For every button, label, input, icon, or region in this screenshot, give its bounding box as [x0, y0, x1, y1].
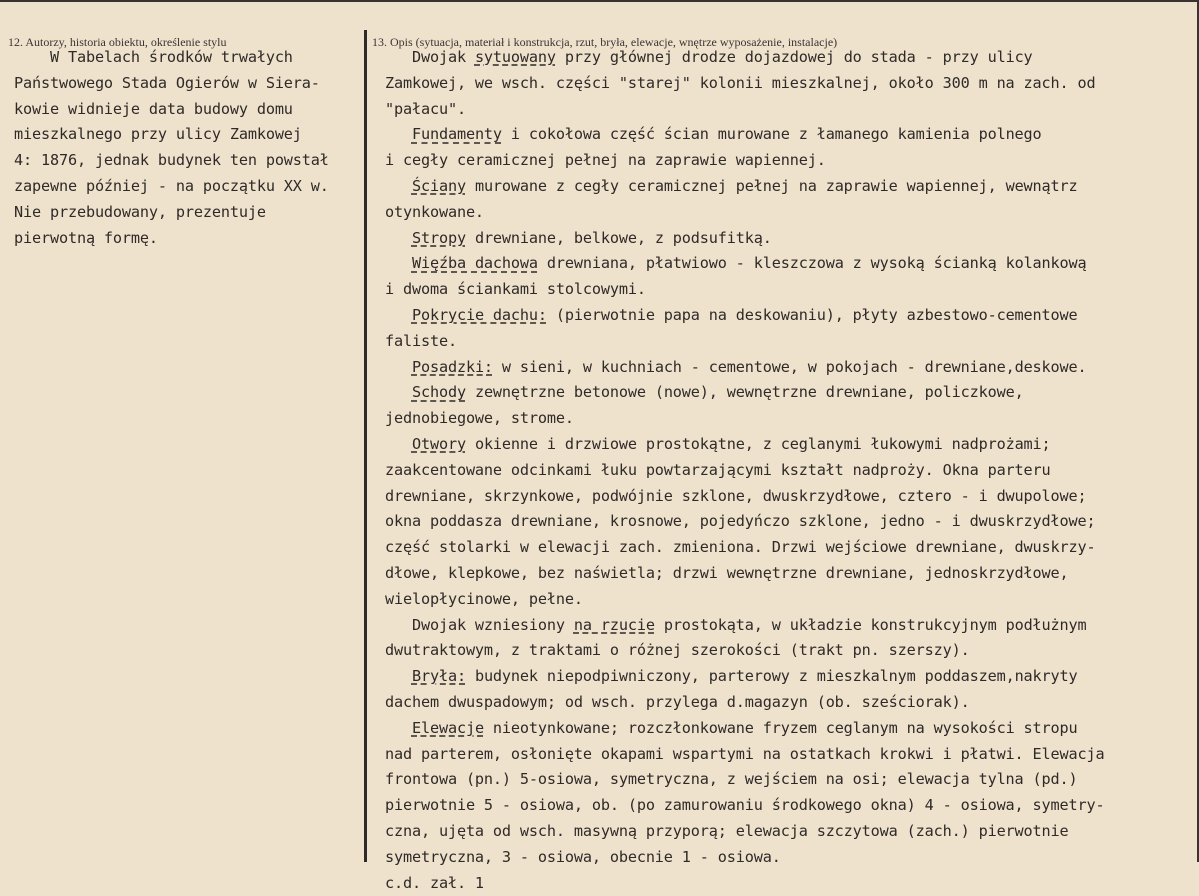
history-line [14, 226, 362, 252]
history-line [14, 148, 362, 174]
text-run: zewnętrzne betonowe (nowe), wewnętrzne drewniane, policzkowe, [466, 383, 1024, 401]
text-run: i cokołowa część ścian murowane z łamanego kamienia polnego [502, 125, 1042, 143]
text-run [385, 435, 412, 453]
text-run [385, 358, 412, 376]
text-run: jednobiegowe, strome. [385, 409, 574, 427]
description-line [385, 380, 1197, 406]
description-line [385, 613, 1197, 639]
description-line [385, 174, 1197, 200]
text-run [385, 229, 412, 247]
history-line [14, 200, 362, 226]
description-line [385, 638, 1197, 664]
underlined-term: na rzucie [574, 616, 655, 634]
description-line [385, 329, 1197, 355]
description-line [385, 97, 1197, 123]
text-run: zapewne później - na początku XX w. [14, 177, 329, 195]
description-line [385, 71, 1197, 97]
text-run: dachem dwuspadowym; od wsch. przylega d.magazyn (ob. sześciorak). [385, 693, 970, 711]
text-run: zaakcentowane odcinkami łuku powtarzającymi kształt nadproży. Okna parteru [385, 461, 1051, 479]
description-line [385, 484, 1197, 510]
text-run: nieotynkowane; rozczłonkowane fryzem ceglanym na wysokości stropu [484, 719, 1078, 737]
underlined-term: Otwory [412, 435, 466, 453]
text-run: drewniane, skrzynkowe, podwójnie szklone, dwuskrzydłowe, cztero - i dwupolowe; [385, 487, 1087, 505]
description-line [385, 251, 1197, 277]
text-run [385, 306, 412, 324]
description-line [385, 664, 1197, 690]
text-run: (pierwotnie papa na deskowaniu), płyty azbestowo-cementowe [547, 306, 1078, 324]
description-line [385, 432, 1197, 458]
description-line [385, 845, 1197, 871]
text-run: Zamkowej, we wsch. części "starej" kolonii mieszkalnej, około 300 m na zach. od [385, 74, 1096, 92]
text-run [385, 719, 412, 737]
text-run: w sieni, w kuchniach - cementowe, w pokojach - drewniane,deskowe. [493, 358, 1087, 376]
text-run: okienne i drzwiowe prostokątne, z ceglanymi łukowymi nadprożami; [466, 435, 1051, 453]
underlined-term: Więźba dachowa [412, 254, 538, 272]
text-run: murowane z cegły ceramicznej pełnej na zaprawie wapiennej, wewnątrz [466, 177, 1078, 195]
text-run: kowie widnieje data budowy domu [14, 100, 293, 118]
text-run: przy głównej drodze dojazdowej do stada - przy ulicy [556, 48, 1033, 66]
history-text [14, 45, 362, 251]
text-run [385, 383, 412, 401]
description-line [385, 303, 1197, 329]
text-run: i dwoma ściankami stolcowymi. [385, 280, 646, 298]
text-run [385, 125, 412, 143]
text-run: faliste. [385, 332, 457, 350]
text-run: dłowe, klepkowe, bez naświetla; drzwi wewnętrzne drewniane, jednoskrzydłowe, [385, 564, 1069, 582]
text-run: pierwotną formę. [14, 229, 158, 247]
text-run: pierwotnie 5 - osiowa, ob. (po zamurowaniu środkowego okna) 4 - osiowa, symetry- [385, 796, 1105, 814]
description-line [385, 587, 1197, 613]
text-run: drewniana, płatwiowo - kleszczowa z wysoką ścianką kolankową [538, 254, 1087, 272]
text-run: symetryczna, 3 - osiowa, obecnie 1 - osiowa. [385, 848, 781, 866]
description-line [385, 122, 1197, 148]
underlined-term: Fundamenty [412, 125, 502, 143]
text-run [385, 177, 412, 195]
history-line [14, 122, 362, 148]
history-line [14, 174, 362, 200]
text-run: okna poddasza drewniane, krosnowe, pojedyńczo szklone, jedno - i dwuskrzydłowe; [385, 512, 1096, 530]
underlined-term: Schody [412, 383, 466, 401]
underlined-term: Ściany [412, 177, 466, 195]
section-12-heading: 12. Autorzy, historia obiektu, określenie stylu [8, 35, 227, 50]
underlined-term: Stropy [412, 229, 466, 247]
text-run: dwutraktowym, z traktami o różnej szerokości (trakt pn. szerszy). [385, 641, 970, 659]
description-line [385, 716, 1197, 742]
description-line [385, 226, 1197, 252]
description-line [385, 793, 1197, 819]
text-run: Państwowego Stada Ogierów w Siera- [14, 74, 320, 92]
text-run: budynek niepodpiwniczony, parterowy z mieszkalnym poddaszem,nakryty [466, 667, 1078, 685]
text-run: nad parterem, osłonięte okapami wspartymi na ostatkach krokwi i płatwi. Elewacja [385, 745, 1105, 763]
text-run: frontowa (pn.) 5-osiowa, symetryczna, z wejściem na osi; elewacja tylna (pd.) [385, 770, 1078, 788]
underlined-term: Posadzki: [412, 358, 493, 376]
text-run [385, 667, 412, 685]
text-run [385, 254, 412, 272]
description-line [385, 200, 1197, 226]
text-run: Dwojak [385, 48, 475, 66]
underlined-term: sytuowany [475, 48, 556, 66]
description-line [385, 819, 1197, 845]
column-divider [364, 30, 367, 862]
description-line [385, 535, 1197, 561]
description-line [385, 406, 1197, 432]
text-run: otynkowane. [385, 203, 484, 221]
history-line [14, 97, 362, 123]
section-13-heading: 13. Opis (sytuacja, materiał i konstrukcja, rzut, bryła, elewacje, wnętrze wyposażenie, instalacje) [372, 35, 837, 50]
text-run: W Tabelach środków trwałych [14, 48, 293, 66]
text-run: drewniane, belkowe, z podsufitką. [466, 229, 772, 247]
description-text [385, 45, 1197, 896]
description-line [385, 871, 1197, 896]
text-run: wielopłycinowe, pełne. [385, 590, 583, 608]
text-run: i cegły ceramicznej pełnej na zaprawie wapiennej. [385, 151, 826, 169]
text-run: mieszkalnego przy ulicy Zamkowej [14, 125, 302, 143]
text-run: "pałacu". [385, 100, 466, 118]
text-run: c.d. zał. 1 [385, 874, 484, 892]
text-run: część stolarki w elewacji zach. zmieniona. Drzwi wejściowe drewniane, dwuskrzy- [385, 538, 1096, 556]
text-run: Nie przebudowany, prezentuje [14, 203, 266, 221]
description-line [385, 355, 1197, 381]
text-run: czna, ujęta od wsch. masywną przyporą; elewacja szczytowa (zach.) pierwotnie [385, 822, 1069, 840]
history-line [14, 71, 362, 97]
description-line [385, 561, 1197, 587]
underlined-term: Bryła: [412, 667, 466, 685]
description-line [385, 767, 1197, 793]
underlined-term: Pokrycie dachu: [412, 306, 547, 324]
history-line [14, 45, 362, 71]
description-line [385, 45, 1197, 71]
description-line [385, 148, 1197, 174]
underlined-term: Elewacje [412, 719, 484, 737]
text-run: prostokąta, w układzie konstrukcyjnym podłużnym [655, 616, 1087, 634]
text-run: 4: 1876, jednak budynek ten powstał [14, 151, 329, 169]
description-line [385, 509, 1197, 535]
description-line [385, 277, 1197, 303]
text-run: Dwojak wzniesiony [385, 616, 574, 634]
description-line [385, 690, 1197, 716]
description-line [385, 742, 1197, 768]
description-line [385, 458, 1197, 484]
